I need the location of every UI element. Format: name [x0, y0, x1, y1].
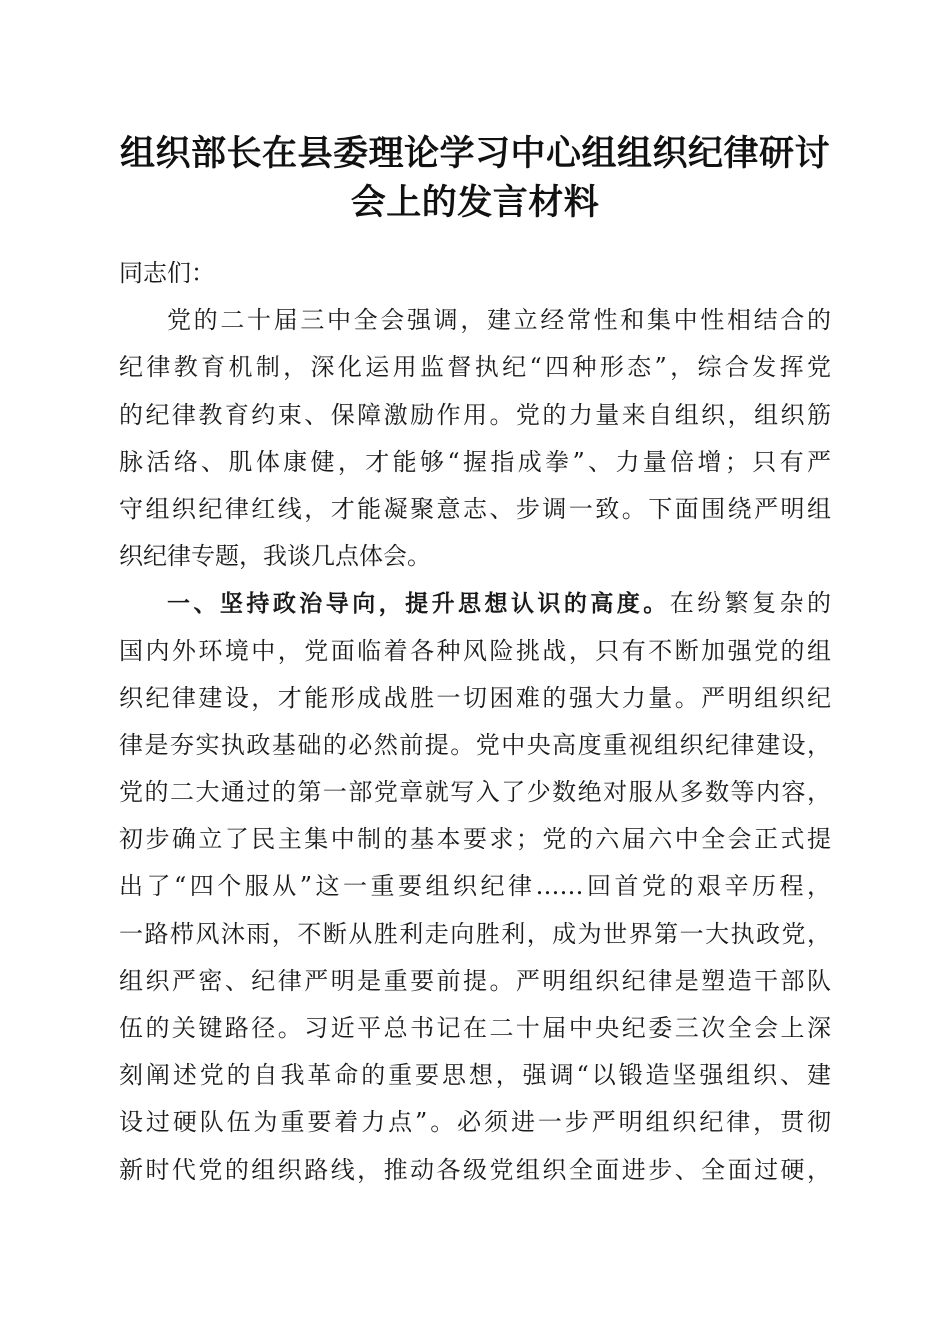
paragraph-line: 守组织纪律红线，才能凝聚意志、步调一致。下面围绕严明组: [119, 494, 831, 523]
paragraph-line: 刻阐述党的自我革命的重要思想，强调“以锻造坚强组织、建: [119, 1061, 831, 1090]
title-line-1: 组织部长在县委理论学习中心组组织纪律研讨: [119, 134, 830, 174]
paragraph-line: 的纪律教育约束、保障激励作用。党的力量来自组织，组织筋: [119, 400, 831, 429]
document-body: [119, 250, 831, 1194]
paragraph-line: 初步确立了民主集中制的基本要求；党的六届六中全会正式提: [119, 825, 831, 854]
paragraph-line: 国内外环境中，党面临着各种风险挑战，只有不断加强党的组: [119, 636, 831, 665]
section-1: [119, 580, 831, 1193]
paragraph-line: 织纪律专题，我谈几点体会。: [119, 542, 431, 571]
paragraph-line: 党的二大通过的第一部党章就写入了少数绝对服从多数等内容，: [119, 778, 831, 807]
document-title: [100, 130, 850, 228]
paragraph-line: 纪律教育机制，深化运用监督执纪“四种形态”，综合发挥党: [119, 353, 831, 382]
section-heading-rest: 在纷繁复杂的: [669, 589, 832, 618]
paragraph-line: 新时代党的组织路线，推动各级党组织全面进步、全面过硬，: [119, 1155, 831, 1184]
paragraph-line: 组织严密、纪律严明是重要前提。严明组织纪律是塑造干部队: [119, 966, 831, 995]
paragraph-line: 脉活络、肌体康健，才能够“握指成拳”、力量倍增；只有严: [119, 447, 831, 476]
paragraph-1: [119, 297, 831, 580]
paragraph-line: 伍的关键路径。习近平总书记在二十届中央纪委三次全会上深: [119, 1014, 831, 1042]
paragraph-line: 党的二十届三中全会强调，建立经常性和集中性相结合的: [167, 306, 831, 335]
section-heading-line: [119, 580, 831, 627]
paragraph-line: 律是夯实执政基础的必然前提。党中央高度重视组织纪律建设，: [119, 730, 831, 759]
title-line-2: 会上的发言材料: [350, 183, 600, 223]
paragraph-line: 织纪律建设，才能形成战胜一切困难的强大力量。严明组织纪: [119, 683, 831, 712]
salutation: 同志们：: [119, 259, 215, 287]
paragraph-line: 一路栉风沐雨，不断从胜利走向胜利，成为世界第一大执政党，: [119, 919, 831, 948]
paragraph-line: 设过硬队伍为重要着力点”。必须进一步严明组织纪律，贯彻: [119, 1108, 831, 1137]
section-heading: 一、坚持政治导向，提升思想认识的高度。: [167, 591, 670, 618]
paragraph-line: 出了“四个服从”这一重要组织纪律……回首党的艰辛历程，: [119, 872, 831, 901]
